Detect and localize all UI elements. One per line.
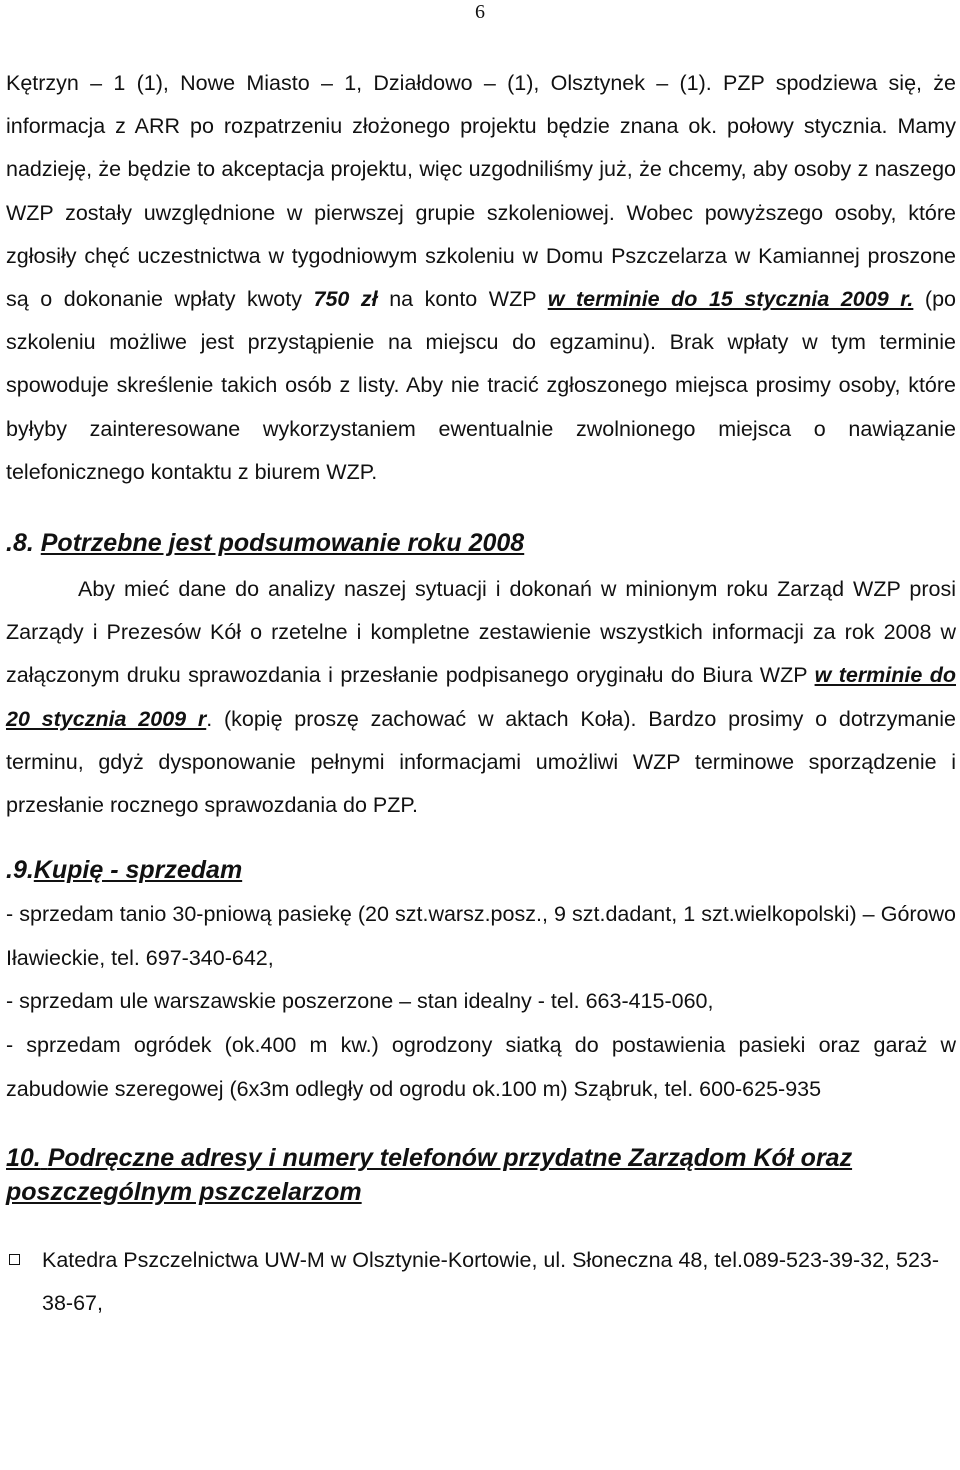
report-deadline: w terminie do 20 stycznia 2009 r <box>6 663 956 731</box>
classified-item: - sprzedam ule warszawskie poszerzone – stan idealny - tel. 663-415-060, <box>6 989 714 1014</box>
address-list <box>6 1239 956 1325</box>
intro-text-b: na konto WZP <box>377 287 548 312</box>
page-number: 6 <box>475 1 485 23</box>
section-10-heading <box>6 1141 956 1209</box>
section-8-text-b: . (kopię proszę zachować w aktach Koła). Bardzo prosimy o dotrzymanie terminu, gdyż dysponowanie pełnymi informacjami umożliwi WZP terminowe sporządzenie i przesłanie rocznego sprawozdania do PZP. <box>6 706 956 818</box>
section-9-heading <box>6 853 956 887</box>
classified-item: - sprzedam tanio 30-pniową pasiekę (20 szt.warsz.posz., 9 szt.dadant, 1 szt.wielkopolski) – Górowo Iławieckie, tel. 697-340-642, <box>6 902 956 970</box>
payment-amount: 750 zł <box>313 287 378 312</box>
classifieds-list <box>6 893 956 1111</box>
document-body <box>6 62 956 1325</box>
section-9-title: Kupię - sprzedam <box>33 856 243 885</box>
address-item-text: Katedra Pszczelnictwa UW-M w Olsztynie-Kortowie, ul. Słoneczna 48, tel.089-523-39-32, 523-38-67, <box>42 1248 940 1316</box>
payment-deadline: w terminie do 15 stycznia 2009 r. <box>547 287 914 312</box>
intro-text-c: (po szkoleniu możliwe jest przystąpienie na miejscu do egzaminu). Brak wpłaty w tym terminie spowoduje skreślenie takich osób z listy. Aby nie tracić zgłoszonego miejsca prosimy osoby, które byłyby zainteresowane wykorzystaniem ewentualnie zwolnionego miejsca o nawiązanie telefonicznego kontaktu z biurem WZP. <box>6 287 956 484</box>
classified-item: - sprzedam ogródek (ok.400 m kw.) ogrodzony siatką do postawienia pasieki oraz garaż w zabudowie szeregowej (6x3m odległy od ogrodu ok.100 m) Sząbruk, tel. 600-625-935 <box>6 1033 956 1101</box>
section-8-heading <box>6 526 956 560</box>
address-item <box>6 1239 956 1325</box>
section-8-title: Potrzebne jest podsumowanie roku 2008 <box>40 529 525 558</box>
section-10-title: Podręczne adresy i numery telefonów przydatne Zarządom Kół oraz poszczególnym pszczelarzom <box>6 1144 853 1207</box>
intro-paragraph <box>6 62 956 494</box>
intro-text-a: Kętrzyn – 1 (1), Nowe Miasto – 1, Działdowo – (1), Olsztynek – (1). PZP spodziewa się, że informacja z ARR po rozpatrzeniu złożonego projektu będzie znana ok. połowy stycznia. Mamy nadzieję, że będzie to akceptacja projektu, więc uzgodniliśmy już, że chcemy, aby osoby z naszego WZP zostały uwzględnione w pierwszej grupie szkoleniowej. Wobec powyższego osoby, które zgłosiły chęć uczestnictwa w tygodniowym szkoleniu w Domu Pszczelarza w Kamiannej proszone są o dokonanie wpłaty kwoty <box>6 71 956 312</box>
square-bullet-icon <box>9 1254 20 1265</box>
section-10-number: 10. <box>6 1144 41 1173</box>
section-9-number: .9. <box>6 856 34 885</box>
section-8-paragraph <box>6 568 956 827</box>
section-8-number: .8. <box>6 529 34 558</box>
section-8-text-a: Aby mieć dane do analizy naszej sytuacji i dokonań w minionym roku Zarząd WZP prosi Zarządy i Prezesów Kół o rzetelne i kompletne zestawienie wszystkich informacji za rok 2008 w załączonym druku sprawozdania i przesłanie podpisanego oryginału do Biura WZP <box>6 577 956 688</box>
